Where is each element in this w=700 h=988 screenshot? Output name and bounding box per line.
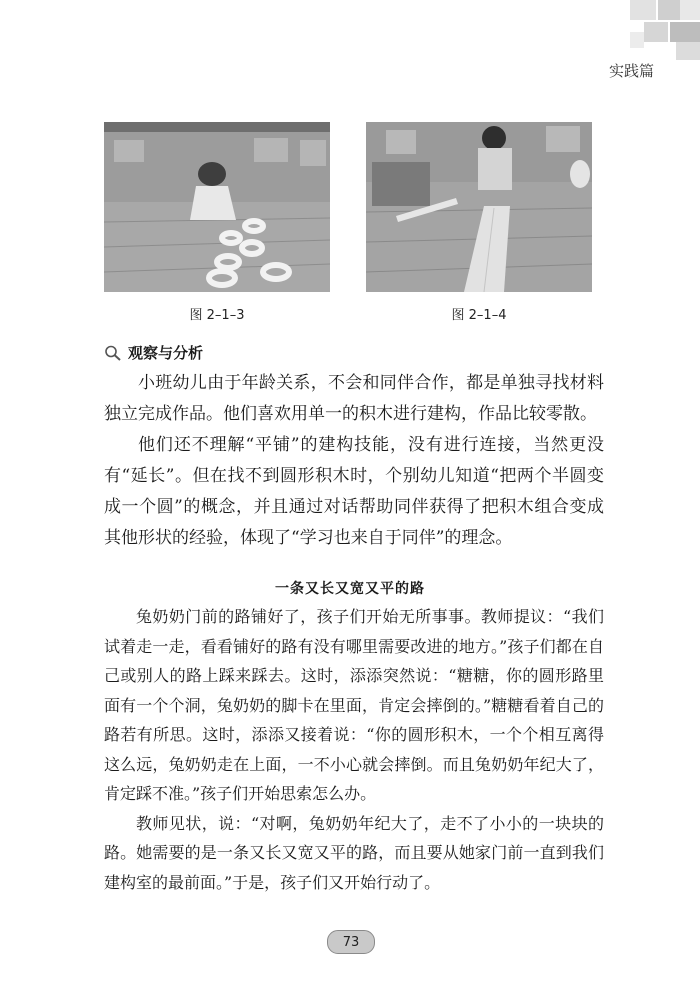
observation-paragraph: 小班幼儿由于年龄关系，不会和同伴合作，都是单独寻找材料独立完成作品。他们喜欢用单一的积木进行建构，作品比较零散。 xyxy=(104,373,604,424)
observation-heading-text: 观察与分析 xyxy=(128,344,204,362)
story-paragraph: 教师见状，说：“对啊，兔奶奶年纪大了，走不了小小的一块块的路。她需要的是一条又长又宽又平的路，而且要从她家门前一直到我们建构室的最前面。”于是，孩子们又开始行动了。 xyxy=(104,813,604,892)
story-body xyxy=(104,602,604,897)
figure-photo-left xyxy=(104,122,330,292)
observation-body xyxy=(104,368,604,554)
figure-caption-right: 图 2–1–4 xyxy=(451,308,507,323)
story-title: 一条又长又宽又平的路 xyxy=(275,581,425,597)
observation-paragraph: 他们还不理解“平铺”的建构技能，没有进行连接，当然更没有“延长”。但在找不到圆形积木时，个别幼儿知道“把两个半圆变成一个圆”的概念，并且通过对话帮助同伴获得了把积木组合变成其他形状的经验，体现了“学习也来自于同伴”的理念。 xyxy=(104,435,604,548)
story-paragraph: 兔奶奶门前的路铺好了，孩子们开始无所事事。教师提议：“我们试着走一走，看看铺好的路有没有哪里需要改进的地方。”孩子们都在自己或别人的路上踩来踩去。这时，添添突然说：“糖糖，你的圆形路里面有一个个洞，兔奶奶的脚卡在里面，肯定会摔倒的。”糖糖看着自己的路若有所思。这时，添添又接着说：“你的圆形积木，一个个相互离得这么远，兔奶奶走在上面，一不小心就会摔倒。而且兔奶奶年纪大了，肯定踩不准。”孩子们开始思索怎么办。 xyxy=(104,607,604,803)
observation-heading xyxy=(104,342,203,363)
figure-caption-left: 图 2–1–3 xyxy=(189,308,245,323)
magnifier-icon xyxy=(104,345,122,361)
decorative-cubes-graphic xyxy=(610,0,700,62)
section-label: 实践篇 xyxy=(608,62,654,80)
figure-photo-right xyxy=(366,122,592,292)
page-number: 73 xyxy=(327,930,375,954)
